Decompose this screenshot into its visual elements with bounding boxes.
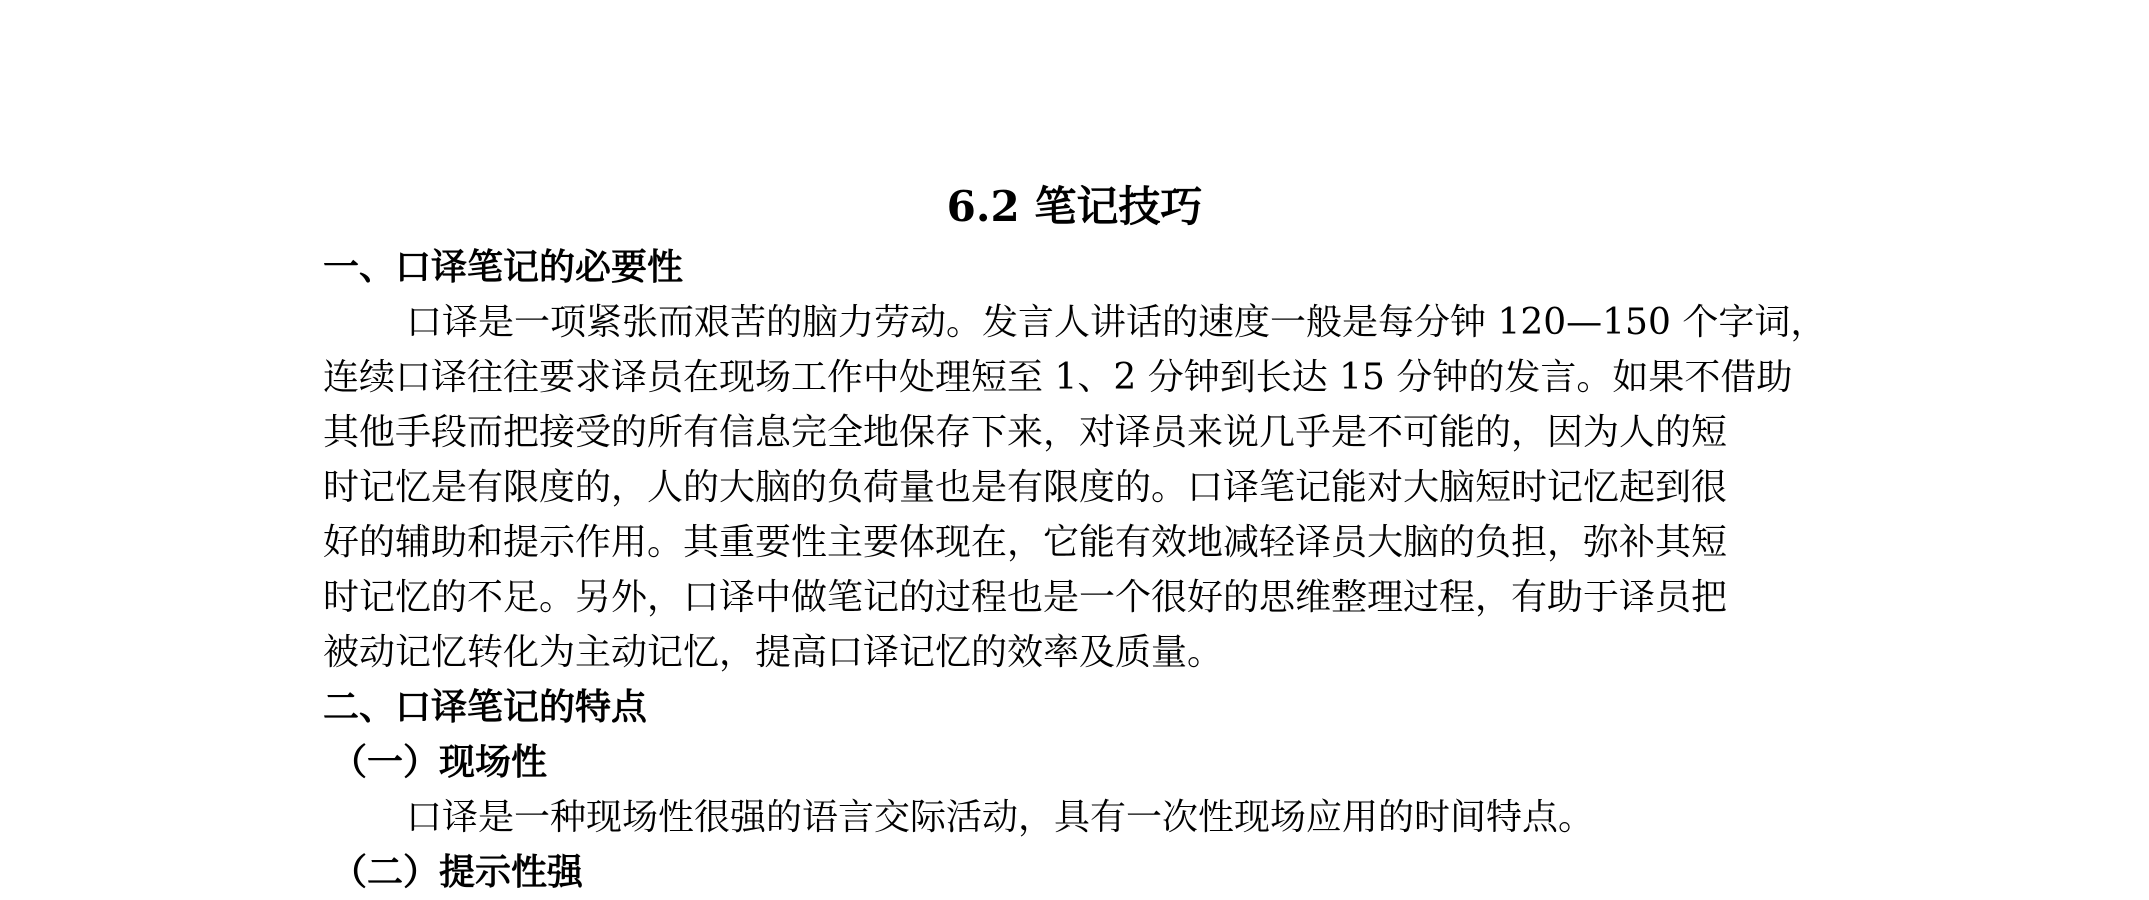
- paragraph-line: 口译是一项紧张而艰苦的脑力劳动。发言人讲话的速度一般是每分钟 120—150 个字词，: [406, 302, 1827, 343]
- paragraph-line: 时记忆是有限度的，人的大脑的负荷量也是有限度的。口译笔记能对大脑短时记忆起到很: [323, 467, 1728, 508]
- paragraph-line: 被动记忆转化为主动记忆，提高口译记忆的效率及质量。: [323, 632, 1224, 673]
- paragraph-line: 时记忆的不足。另外，口译中做笔记的过程也是一个很好的思维整理过程，有助于译员把: [323, 577, 1728, 618]
- paragraph-line: 好的辅助和提示作用。其重要性主要体现在，它能有效地减轻译员大脑的负担，弥补其短: [323, 522, 1728, 563]
- paragraph-line: 口译是一种现场性很强的语言交际活动，具有一次性现场应用的时间特点。: [406, 797, 1595, 838]
- paragraph-line: 其他手段而把接受的所有信息完全地保存下来，对译员来说几乎是不可能的，因为人的短: [323, 412, 1728, 453]
- section-heading: 一、口译笔记的必要性: [323, 246, 684, 288]
- page-title: 6.2 笔记技巧: [946, 182, 1203, 231]
- section-heading: 二、口译笔记的特点: [323, 686, 648, 728]
- subsection-heading: （一）现场性: [331, 741, 548, 783]
- subsection-heading: （二）提示性强: [331, 851, 584, 893]
- document-body: [323, 240, 1843, 900]
- paragraph-line: 连续口译往往要求译员在现场工作中处理短至 1、2 分钟到长达 15 分钟的发言。如果不借助: [323, 357, 1793, 398]
